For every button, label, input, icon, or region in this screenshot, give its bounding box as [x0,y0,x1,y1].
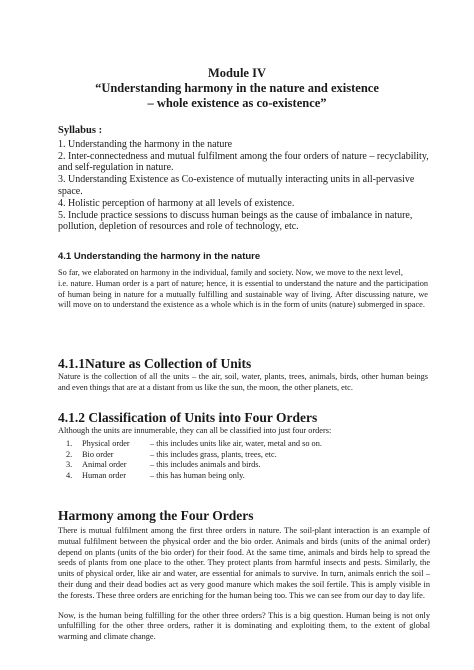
section-4-1-2 [58,410,428,482]
order-name: Human order [82,471,127,481]
order-name: Bio order [82,449,114,459]
order-description: – this has human being only. [150,471,245,481]
list-item [58,439,428,450]
paragraph: There is mutual fulfilment among the first three orders in nature. The soil-plant interaction is an example of mutual fulfilment between the physical order and the bio order. Animals and birds (units of the animal order) depend on plants (units of the bio order) for their food. At the same time, animals and birds help to spread the seeds of plants from one place to the other. They protect plants from harmful insects and pests. Similarly, the units of physical order, like air and water, are essential for animals to survive. In turn, animals enrich the soil – their dung and their dead bodies act as very good manure which makes the soil fertile. This is amply visible in the forests. These three orders are enriching for the human being too. This we can see from our day to day life. [58,526,430,600]
order-description: – this includes animals and birds. [150,460,261,470]
syllabus-item: 4. Holistic perception of harmony at all levels of existence. [58,197,295,209]
module-title-block [0,66,474,111]
order-name: Animal order [82,460,127,470]
syllabus-item: 3. Understanding Existence as Co-existence of mutually interacting units in all-pervasive space. [58,174,415,197]
paragraph: Now, is the human being fulfilling for the other three orders? This is a big question. Human being is not only unfulfilling for the other three orders, rather it is dominating and exploiting them, to the extent of global warming and climate change. [58,610,430,642]
order-description: – this includes units like air, water, metal and so on. [150,438,322,448]
paragraph: Nature is the collection of all the units – the air, soil, water, plants, trees, animals, birds, other human beings and even things that are at a distant from us like the sun, the moon, the other planets, etc. [58,372,428,392]
section-heading: Harmony among the Four Orders [58,508,254,523]
section-harmony [58,508,430,643]
syllabus-item: 1. Understanding the harmony in the nature [58,138,233,150]
section-heading: 4.1.1Nature as Collection of Units [58,356,252,371]
order-name: Physical order [82,438,130,448]
list-number: 1. [66,438,73,448]
section-heading: 4.1 Understanding the harmony in the nature [58,251,261,262]
section-heading: 4.1.2 Classification of Units into Four Orders [58,410,318,425]
list-item [58,450,428,461]
paragraph: i.e. nature. Human order is a part of nature; hence, it is essential to understand the nature and the participation of human being in nature for a mutually fulfilling and sustainable way of living. After discussing nature, we will move on to understand the existence as a whole which is in the form of units (nature) submerged in space. [58,278,428,310]
list-number: 4. [66,471,73,481]
syllabus-item: 5. Include practice sessions to discuss human beings as the cause of imbalance in nature, pollution, depletion of resources and role of technology, etc. [58,209,413,233]
module-title-line-1: “Understanding harmony in the nature and existence [95,81,379,95]
orders-list [58,439,428,482]
list-number: 2. [66,449,73,459]
module-number: Module IV [208,66,266,80]
section-4-1-1 [58,356,428,394]
paragraph: So far, we elaborated on harmony in the individual, family and society. Now, we move to the next level, [58,268,403,277]
list-number: 3. [66,460,73,470]
order-description: – this includes grass, plants, trees, etc. [150,449,277,459]
syllabus-section [58,125,430,233]
syllabus-heading: Syllabus : [58,125,103,136]
module-title-line-2: – whole existence as co-existence” [147,96,327,110]
list-item [58,471,428,482]
list-item [58,460,428,471]
section-4-1 [58,251,428,311]
syllabus-item: 2. Inter-connectedness and mutual fulfilment among the four orders of nature – recyclability, and self-regulation in nature. [58,150,429,174]
paragraph: Although the units are innumerable, they can all be classified into just four orders: [58,426,332,435]
